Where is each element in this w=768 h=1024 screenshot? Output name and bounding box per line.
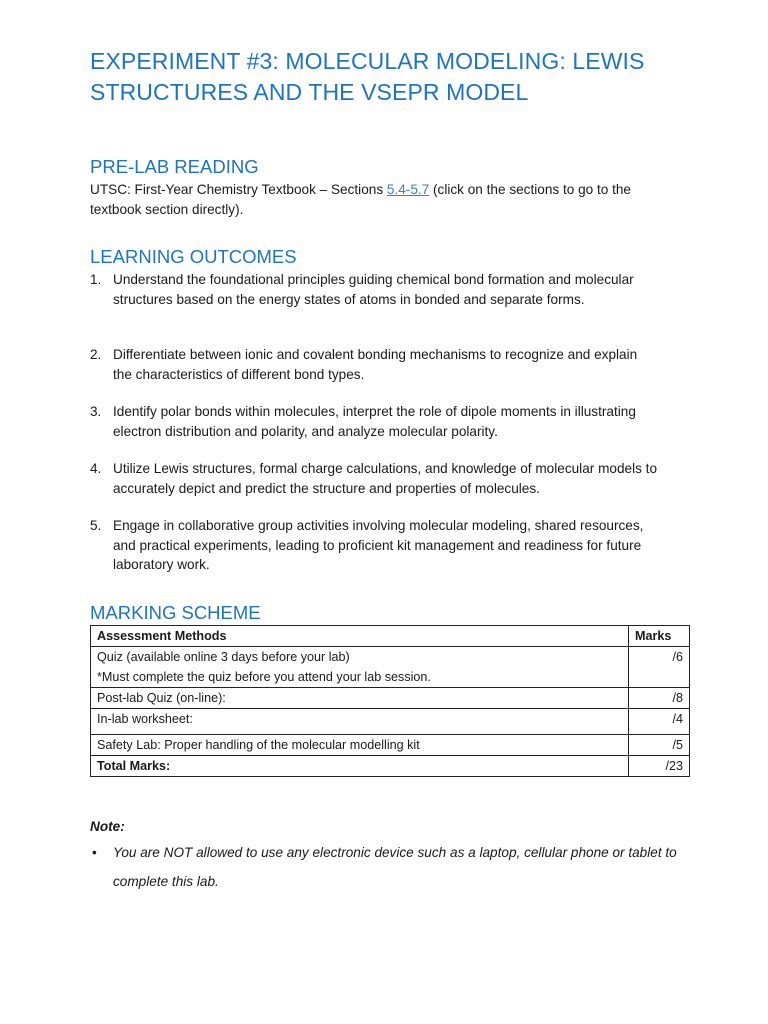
note-item — [90, 838, 690, 896]
outcome-item — [90, 402, 690, 441]
bullet-icon: • — [92, 845, 97, 860]
marks-cell: /4 — [629, 709, 690, 735]
outcome-text: Understand the foundational principles guiding chemical bond formation and molecular structures based on the energy states of atoms in bonded and separate forms. — [113, 272, 634, 307]
note-text: You are NOT allowed to use any electronic device such as a laptop, cellular phone or tablet to complete this lab. — [113, 845, 677, 889]
outcome-number: 4. — [90, 461, 102, 476]
outcome-number: 2. — [90, 347, 102, 362]
learning-outcomes-heading: LEARNING OUTCOMES — [90, 246, 297, 267]
marks-cell: /5 — [629, 735, 690, 756]
title-line-2: STRUCTURES AND THE VSEPR MODEL — [90, 79, 529, 105]
assessment-cell — [91, 647, 629, 688]
outcome-number: 5. — [90, 518, 102, 533]
assessment-method: Safety Lab: Proper handling of the molecular modelling kit — [91, 735, 629, 756]
outcome-number: 3. — [90, 404, 102, 419]
title-line-1: EXPERIMENT #3: MOLECULAR MODELING: LEWIS — [90, 48, 645, 74]
marks-cell: /6 — [629, 647, 690, 688]
note-label: Note: — [90, 819, 125, 834]
outcome-text: Utilize Lewis structures, formal charge calculations, and knowledge of molecular models to accurately depict and predict the structure and properties of molecules. — [113, 461, 658, 496]
total-marks-label: Total Marks: — [91, 756, 629, 777]
table-row — [91, 647, 690, 688]
outcome-number: 1. — [90, 272, 102, 287]
outcome-item — [90, 270, 690, 309]
prelab-text-before: UTSC: First-Year Chemistry Textbook – Sections — [90, 182, 387, 197]
assessment-note: *Must complete the quiz before you attend your lab session. — [97, 670, 431, 684]
table-row — [91, 735, 690, 756]
prelab-text-after: (click on the sections to go to the textbook section directly). — [90, 182, 631, 217]
column-header-marks: Marks — [629, 626, 690, 647]
textbook-sections-link[interactable]: 5.4-5.7 — [386, 182, 430, 197]
column-header-methods: Assessment Methods — [91, 626, 629, 647]
table-row — [91, 688, 690, 709]
outcome-item — [90, 516, 690, 575]
assessment-method: Post-lab Quiz (on-line): — [91, 688, 629, 709]
outcome-text: Identify polar bonds within molecules, interpret the role of dipole moments in illustrating electron distribution and polarity, and analyze molecular polarity. — [113, 404, 636, 439]
marking-scheme-table — [90, 625, 690, 777]
marks-cell: /8 — [629, 688, 690, 709]
prelab-heading: PRE-LAB READING — [90, 156, 259, 177]
table-total-row — [91, 756, 690, 777]
outcome-item — [90, 345, 690, 384]
total-marks-value: /23 — [629, 756, 690, 777]
page-title — [90, 46, 690, 108]
prelab-text — [90, 180, 680, 220]
outcome-item — [90, 459, 690, 498]
outcome-text: Engage in collaborative group activities involving molecular modeling, shared resources, and practical experiments, leading to proficient kit management and readiness for future laboratory work. — [113, 518, 644, 572]
outcome-text: Differentiate between ionic and covalent bonding mechanisms to recognize and explain the characteristics of different bond types. — [113, 347, 638, 382]
marking-scheme-heading: MARKING SCHEME — [90, 602, 261, 623]
assessment-method: In-lab worksheet: — [91, 709, 629, 735]
table-row — [91, 709, 690, 735]
assessment-method: Quiz (available online 3 days before your lab) — [97, 650, 350, 664]
table-header-row — [91, 626, 690, 647]
